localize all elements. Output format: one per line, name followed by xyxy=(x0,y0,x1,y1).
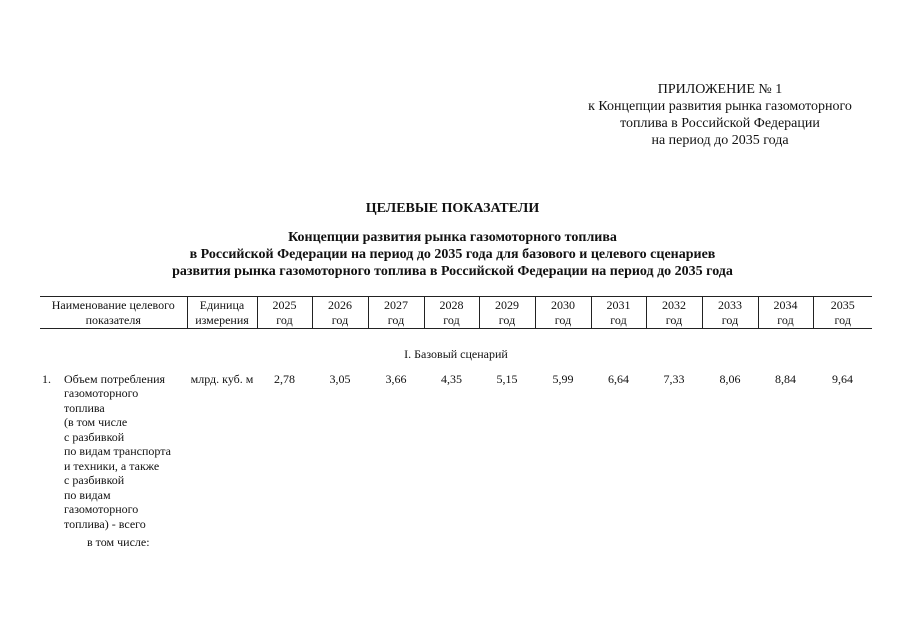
including-row xyxy=(40,531,872,550)
value-cell: 5,15 xyxy=(496,371,518,386)
header-year-value: 2027 xyxy=(384,298,408,312)
header-year-suffix: год xyxy=(554,312,572,327)
value-cell: 2,78 xyxy=(274,371,295,386)
header-year-value: 2032 xyxy=(662,298,686,312)
header-year xyxy=(758,297,813,329)
indicator-name-line: газомоторного xyxy=(64,386,139,400)
header-name-line: Наименование целевого xyxy=(51,298,175,312)
header-name xyxy=(40,297,187,329)
indicator-name-line: топлива) - всего xyxy=(64,516,146,531)
indicator-name-line: (в том числе xyxy=(64,415,128,429)
indicator-name-line: газомоторного xyxy=(64,502,139,516)
document-title: ЦЕЛЕВЫЕ ПОКАЗАТЕЛИ xyxy=(365,201,540,216)
value-cell: 4,35 xyxy=(441,371,462,386)
including-label-cell xyxy=(40,531,872,550)
appendix-line: к Концепции развития рынка газомоторного xyxy=(588,99,852,114)
header-year-suffix: год xyxy=(443,312,460,327)
header-year xyxy=(424,297,479,329)
indicator-cell xyxy=(40,372,187,532)
scenario-row xyxy=(40,329,872,372)
header-year-value: 2030 xyxy=(551,298,575,312)
header-year-value: 2034 xyxy=(773,298,798,312)
header-year xyxy=(646,297,702,329)
header-year-value: 2028 xyxy=(439,298,464,312)
value-cell: 8,06 xyxy=(719,371,741,386)
header-unit-line: Единица xyxy=(199,298,245,312)
header-year xyxy=(479,297,535,329)
value-cell: 3,66 xyxy=(385,371,407,386)
header-year xyxy=(535,297,591,329)
value-cell: 5,99 xyxy=(552,371,574,386)
document-titles xyxy=(0,200,905,280)
header-year-suffix: год xyxy=(610,312,627,327)
value-cell: 6,64 xyxy=(608,371,629,386)
header-unit-line: измерения xyxy=(195,312,249,327)
header-year xyxy=(591,297,646,329)
indicator-name-line: по видам xyxy=(64,487,111,502)
header-year-value: 2026 xyxy=(328,298,352,312)
value-cell: 8,84 xyxy=(775,371,796,386)
header-year-suffix: год xyxy=(331,312,349,327)
header-year-suffix: год xyxy=(834,312,851,327)
scenario-title: I. Базовый сценарий xyxy=(404,347,508,361)
header-year xyxy=(813,297,872,329)
value-cell: 3,05 xyxy=(329,371,351,386)
table-header-row xyxy=(40,297,872,329)
header-year xyxy=(312,297,368,329)
header-year xyxy=(368,297,424,329)
header-year-value: 2025 xyxy=(272,298,297,312)
value-cell: 9,64 xyxy=(832,371,853,386)
indicator-name-line: по видам транспорта xyxy=(64,444,171,458)
document-subtitle xyxy=(0,229,905,280)
header-year-value: 2033 xyxy=(718,298,742,312)
header-year-suffix: год xyxy=(721,312,739,327)
header-year-suffix: год xyxy=(777,312,794,327)
table-row xyxy=(40,372,872,532)
header-year-suffix: год xyxy=(498,312,516,327)
indicator-name-line: с разбивкой xyxy=(64,429,125,444)
unit-cell: млрд. куб. м xyxy=(190,371,254,386)
header-year-suffix: год xyxy=(387,312,405,327)
appendix-block xyxy=(560,81,880,149)
value-cell: 7,33 xyxy=(663,371,685,386)
indicator-name-line: и техники, а также xyxy=(64,458,160,473)
indicator-name-line: топлива xyxy=(64,400,105,415)
row-number: 1. xyxy=(42,371,51,386)
subtitle-line: Концепции развития рынка газомоторного топлива xyxy=(288,230,617,245)
indicators-table xyxy=(40,296,872,550)
subtitle-line: в Российской Федерации на период до 2035 года для базового и целевого сценариев xyxy=(189,247,716,262)
header-year xyxy=(257,297,312,329)
header-year xyxy=(702,297,758,329)
header-year-value: 2029 xyxy=(495,298,519,312)
header-year-value: 2035 xyxy=(830,298,855,312)
appendix-title: ПРИЛОЖЕНИЕ № 1 xyxy=(657,82,783,97)
subtitle-line: развития рынка газомоторного топлива в Российской Федерации на период до 2035 года xyxy=(172,264,733,279)
header-unit xyxy=(187,297,257,329)
header-year-suffix: год xyxy=(276,312,293,327)
header-year-suffix: год xyxy=(665,312,683,327)
header-year-value: 2031 xyxy=(606,298,631,312)
appendix-line: на период до 2035 года xyxy=(651,133,789,148)
indicator-name-line: с разбивкой xyxy=(64,473,125,487)
indicator-name-line: Объем потребления xyxy=(64,371,166,386)
including-label: в том числе: xyxy=(87,535,150,549)
header-name-line: показателя xyxy=(85,312,141,327)
indicator-name xyxy=(64,372,171,532)
appendix-line: топлива в Российской Федерации xyxy=(620,116,820,131)
